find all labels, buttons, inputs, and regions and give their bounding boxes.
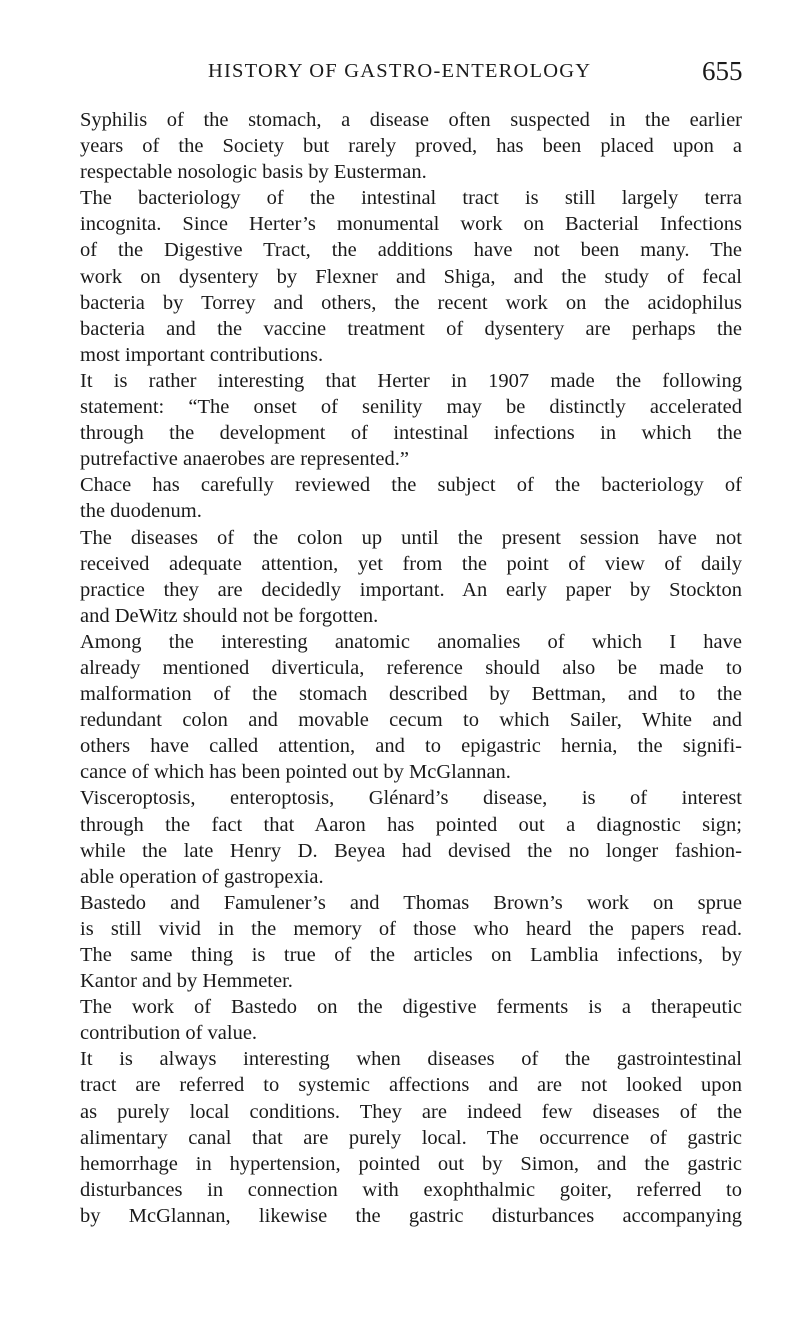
text-line: The work of Bastedo on the digestive ferments is a therapeutic [80,996,742,1019]
text-line: tract are referred to systemic affections and are not looked upon [80,1074,742,1097]
body-text [80,107,742,1229]
text-line: is still vivid in the memory of those who heard the papers read. [80,917,742,940]
text-line: while the late Henry D. Beyea had devised the no longer fashion- [80,839,742,862]
text-line: hemorrhage in hypertension, pointed out by Simon, and the gastric [80,1152,742,1175]
text-line: through the fact that Aaron has pointed out a diagnostic sign; [80,813,742,836]
text-line: Bastedo and Famulener’s and Thomas Brown’s work on sprue [80,891,742,914]
text-line: the duodenum. [80,500,202,523]
text-line: alimentary canal that are purely local. The occurrence of gastric [80,1126,742,1149]
text-line: able operation of gastropexia. [80,865,324,888]
text-line: by McGlannan, likewise the gastric disturbances accompanying [80,1204,742,1227]
text-line: incognita. Since Herter’s monumental work on Bacterial Infections [80,213,742,236]
text-line: malformation of the stomach described by Bettman, and to the [80,683,742,706]
text-line: The diseases of the colon up until the present session have not [80,526,742,549]
text-line: Visceroptosis, enteroptosis, Glénard’s disease, is of interest [80,787,742,810]
text-line: received adequate attention, yet from the point of view of daily [80,552,742,575]
text-line: redundant colon and movable cecum to which Sailer, White and [80,709,742,732]
text-line: of the Digestive Tract, the additions have not been many. The [80,239,742,262]
text-line: years of the Society but rarely proved, has been placed upon a [80,135,742,158]
text-line: most important contributions. [80,343,324,366]
text-line: cance of which has been pointed out by McGlannan. [80,761,511,784]
text-line: through the development of intestinal infections in which the [80,422,742,445]
text-line: others have called attention, and to epigastric hernia, the signifi- [80,735,742,758]
page-number: 655 [702,56,743,86]
text-line: Kantor and by Hemmeter. [80,970,293,993]
text-line: Among the interesting anatomic anomalies of which I have [80,630,742,653]
page-header [0,56,801,90]
text-line: work on dysentery by Flexner and Shiga, and the study of fecal [80,265,742,288]
text-line: It is rather interesting that Herter in 1907 made the following [80,369,742,392]
text-line: as purely local conditions. They are indeed few diseases of the [80,1100,742,1123]
text-line: disturbances in connection with exophthalmic goiter, referred to [80,1178,742,1201]
text-line: bacteria and the vaccine treatment of dysentery are perhaps the [80,317,742,340]
text-line: Chace has carefully reviewed the subject of the bacteriology of [80,474,742,497]
text-line: Syphilis of the stomach, a disease often suspected in the earlier [80,109,742,131]
text-line: The bacteriology of the intestinal tract is still largely terra [80,187,742,210]
text-line: statement: “The onset of senility may be distinctly accelerated [80,396,742,419]
running-head: HISTORY OF GASTRO-ENTEROLOGY [208,60,592,82]
text-line: contribution of value. [80,1022,258,1045]
text-line: already mentioned diverticula, reference should also be made to [80,656,742,679]
text-line: and DeWitz should not be forgotten. [80,604,379,627]
text-line: The same thing is true of the articles on Lamblia infections, by [80,944,742,966]
text-line: putrefactive anaerobes are represented.” [80,448,409,471]
text-line: bacteria by Torrey and others, the recent work on the acidophilus [80,291,742,314]
text-line: respectable nosologic basis by Eusterman. [80,161,427,184]
text-line: practice they are decidedly important. An early paper by Stockton [80,578,742,601]
text-line: It is always interesting when diseases of the gastrointestinal [80,1048,742,1071]
